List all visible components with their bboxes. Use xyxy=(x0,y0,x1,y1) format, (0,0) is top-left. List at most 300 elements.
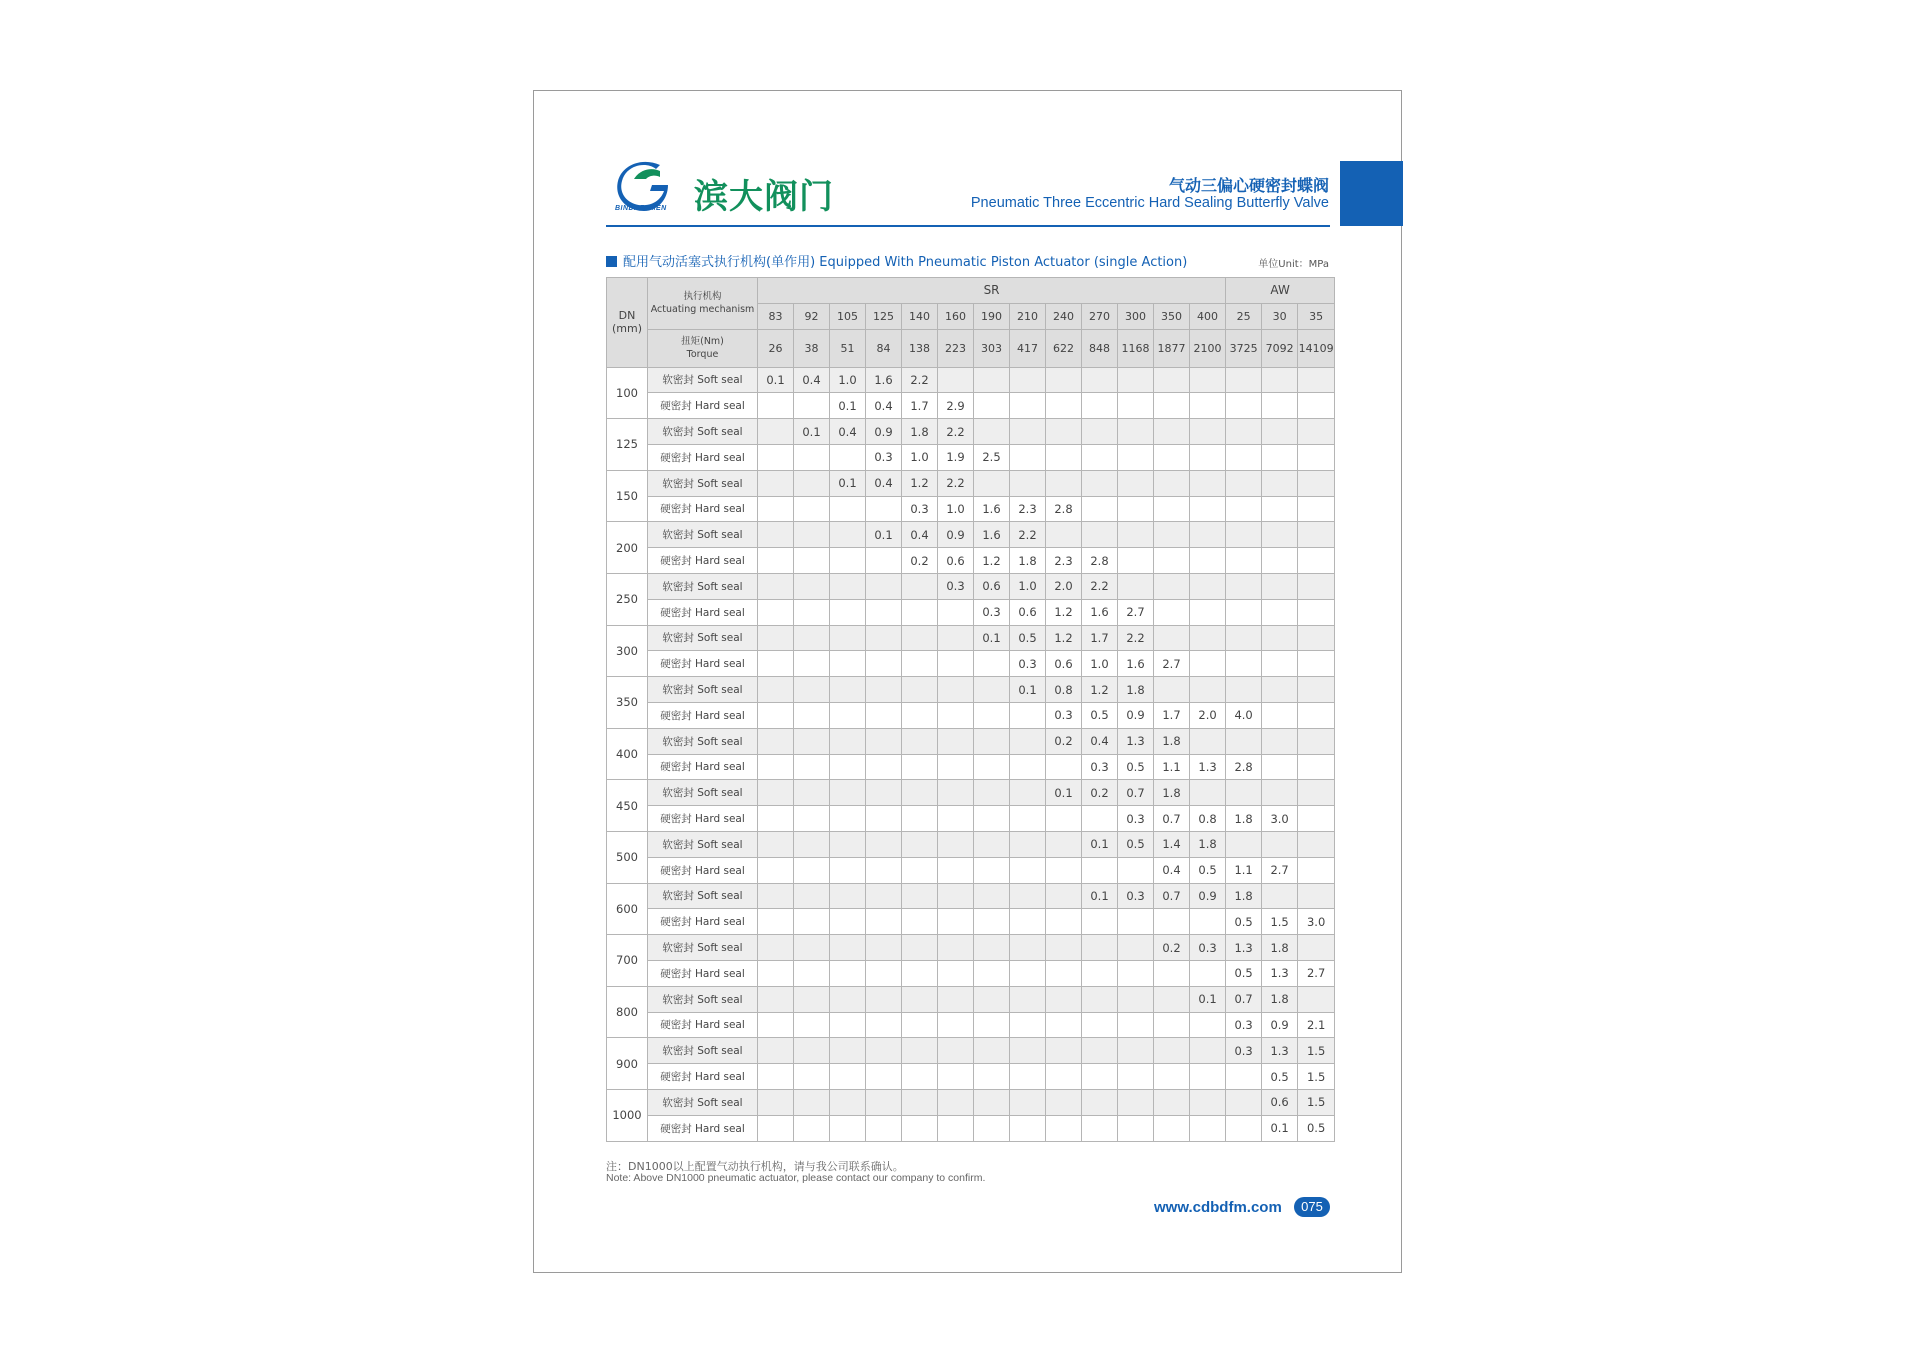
pressure-cell: 1.3 xyxy=(1118,728,1154,754)
pressure-cell: 1.4 xyxy=(1154,831,1190,857)
pressure-cell xyxy=(1046,935,1082,961)
pressure-cell xyxy=(866,599,902,625)
pressure-cell: 0.5 xyxy=(1226,960,1262,986)
hard-seal-label: 硬密封 Hard seal xyxy=(648,960,758,986)
pressure-cell xyxy=(1298,806,1335,832)
pressure-cell: 2.7 xyxy=(1154,651,1190,677)
pressure-cell xyxy=(830,1012,866,1038)
pressure-cell xyxy=(866,1038,902,1064)
table-row xyxy=(607,548,1335,574)
pressure-cell xyxy=(974,367,1010,393)
pressure-cell xyxy=(1298,883,1335,909)
pressure-cell xyxy=(1190,1012,1226,1038)
pressure-cell xyxy=(974,393,1010,419)
model-cell: 210 xyxy=(1010,303,1046,329)
pressure-cell xyxy=(794,677,830,703)
pressure-cell xyxy=(1226,1089,1262,1115)
dn-cell: 100 xyxy=(607,367,648,419)
pressure-cell xyxy=(830,677,866,703)
pressure-cell xyxy=(902,1012,938,1038)
pressure-cell xyxy=(1046,831,1082,857)
hard-seal-label: 硬密封 Hard seal xyxy=(648,393,758,419)
pressure-cell xyxy=(794,522,830,548)
torque-row xyxy=(607,329,1335,367)
pressure-cell xyxy=(1154,496,1190,522)
pressure-cell xyxy=(758,677,794,703)
pressure-cell xyxy=(794,599,830,625)
pressure-cell xyxy=(1010,780,1046,806)
pressure-cell xyxy=(866,728,902,754)
model-cell: 270 xyxy=(1082,303,1118,329)
pressure-cell: 0.1 xyxy=(974,625,1010,651)
pressure-cell xyxy=(1298,625,1335,651)
pressure-cell xyxy=(1190,496,1226,522)
pressure-cell xyxy=(830,883,866,909)
pressure-cell: 1.6 xyxy=(974,496,1010,522)
pressure-cell xyxy=(938,754,974,780)
torque-cell: 622 xyxy=(1046,329,1082,367)
pressure-cell xyxy=(938,599,974,625)
torque-cell: 417 xyxy=(1010,329,1046,367)
pressure-cell: 1.7 xyxy=(902,393,938,419)
pressure-cell xyxy=(758,393,794,419)
pressure-cell xyxy=(1082,367,1118,393)
pressure-cell xyxy=(1262,625,1298,651)
pressure-cell xyxy=(866,677,902,703)
catalog-page xyxy=(533,90,1402,1273)
pressure-cell xyxy=(938,625,974,651)
pressure-cell xyxy=(1118,909,1154,935)
pressure-cell xyxy=(1046,960,1082,986)
torque-cell: 3725 xyxy=(1226,329,1262,367)
pressure-cell xyxy=(830,444,866,470)
pressure-cell xyxy=(1262,393,1298,419)
pressure-cell xyxy=(938,831,974,857)
model-cell: 105 xyxy=(830,303,866,329)
table-row xyxy=(607,496,1335,522)
model-cell: 35 xyxy=(1298,303,1335,329)
pressure-cell xyxy=(1190,1064,1226,1090)
pressure-cell xyxy=(1298,702,1335,728)
pressure-cell xyxy=(866,909,902,935)
pressure-cell xyxy=(1154,1012,1190,1038)
pressure-cell xyxy=(1118,960,1154,986)
pressure-cell: 4.0 xyxy=(1226,702,1262,728)
pressure-cell xyxy=(938,806,974,832)
pressure-cell: 3.0 xyxy=(1262,806,1298,832)
pressure-cell xyxy=(794,393,830,419)
pressure-cell: 0.5 xyxy=(1010,625,1046,651)
dn-header xyxy=(607,278,648,368)
pressure-cell xyxy=(1154,599,1190,625)
pressure-cell xyxy=(938,728,974,754)
pressure-cell xyxy=(902,1115,938,1141)
pressure-cell xyxy=(1262,651,1298,677)
pressure-cell xyxy=(830,806,866,832)
torque-cell: 84 xyxy=(866,329,902,367)
table-row xyxy=(607,677,1335,703)
pressure-cell xyxy=(758,831,794,857)
pressure-cell xyxy=(1154,1038,1190,1064)
pressure-cell xyxy=(794,1012,830,1038)
pressure-cell xyxy=(794,909,830,935)
pressure-cell xyxy=(1010,702,1046,728)
pressure-cell xyxy=(1226,548,1262,574)
pressure-cell: 0.3 xyxy=(1118,883,1154,909)
pressure-cell xyxy=(1226,677,1262,703)
pressure-cell xyxy=(1010,986,1046,1012)
pressure-cell xyxy=(758,1038,794,1064)
pressure-cell: 0.2 xyxy=(1082,780,1118,806)
pressure-cell xyxy=(938,960,974,986)
pressure-cell: 0.1 xyxy=(1190,986,1226,1012)
pressure-cell: 2.8 xyxy=(1226,754,1262,780)
pressure-cell xyxy=(1010,857,1046,883)
pressure-cell: 2.0 xyxy=(1046,573,1082,599)
pressure-cell: 1.8 xyxy=(1154,780,1190,806)
soft-seal-label: 软密封 Soft seal xyxy=(648,573,758,599)
dn-cell: 800 xyxy=(607,986,648,1038)
hard-seal-label: 硬密封 Hard seal xyxy=(648,857,758,883)
model-cell: 240 xyxy=(1046,303,1082,329)
pressure-cell xyxy=(938,780,974,806)
pressure-cell xyxy=(1046,1012,1082,1038)
pressure-cell xyxy=(938,1038,974,1064)
pressure-cell xyxy=(794,780,830,806)
pressure-cell xyxy=(902,1064,938,1090)
dn-cell: 300 xyxy=(607,625,648,677)
pressure-cell: 1.3 xyxy=(1262,1038,1298,1064)
pressure-cell xyxy=(1118,419,1154,445)
pressure-cell xyxy=(1118,1012,1154,1038)
pressure-cell: 0.1 xyxy=(1262,1115,1298,1141)
pressure-cell xyxy=(1118,1115,1154,1141)
pressure-cell: 2.7 xyxy=(1118,599,1154,625)
pressure-cell xyxy=(1010,1089,1046,1115)
pressure-cell xyxy=(1190,960,1226,986)
pressure-cell: 0.5 xyxy=(1118,831,1154,857)
pressure-cell: 0.3 xyxy=(974,599,1010,625)
pressure-cell xyxy=(902,1038,938,1064)
pressure-cell: 2.2 xyxy=(938,419,974,445)
model-cell: 30 xyxy=(1262,303,1298,329)
pressure-cell xyxy=(866,702,902,728)
model-cell: 25 xyxy=(1226,303,1262,329)
pressure-cell xyxy=(938,651,974,677)
pressure-cell xyxy=(1010,1064,1046,1090)
pressure-cell xyxy=(830,909,866,935)
pressure-cell xyxy=(758,444,794,470)
dn-unit: (mm) xyxy=(611,322,642,336)
pressure-cell: 1.2 xyxy=(902,470,938,496)
pressure-cell xyxy=(866,573,902,599)
table-row xyxy=(607,573,1335,599)
table-row xyxy=(607,1115,1335,1141)
pressure-cell xyxy=(794,470,830,496)
table-row xyxy=(607,754,1335,780)
pressure-cell xyxy=(1010,367,1046,393)
dn-cell: 150 xyxy=(607,470,648,522)
pressure-cell xyxy=(974,702,1010,728)
hard-seal-label: 硬密封 Hard seal xyxy=(648,599,758,625)
pressure-cell xyxy=(1262,677,1298,703)
pressure-cell xyxy=(1190,599,1226,625)
pressure-cell xyxy=(974,1038,1010,1064)
pressure-cell: 2.3 xyxy=(1010,496,1046,522)
pressure-cell: 1.9 xyxy=(938,444,974,470)
pressure-cell xyxy=(758,780,794,806)
pressure-cell xyxy=(1118,1064,1154,1090)
pressure-cell xyxy=(1226,780,1262,806)
pressure-cell xyxy=(830,1115,866,1141)
pressure-cell xyxy=(1298,728,1335,754)
model-cell: 300 xyxy=(1118,303,1154,329)
pressure-cell xyxy=(794,1089,830,1115)
pressure-cell xyxy=(1118,986,1154,1012)
pressure-cell xyxy=(1226,625,1262,651)
torque-cell: 848 xyxy=(1082,329,1118,367)
pressure-cell xyxy=(758,651,794,677)
table-row xyxy=(607,367,1335,393)
pressure-cell xyxy=(938,1089,974,1115)
pressure-cell: 2.2 xyxy=(938,470,974,496)
pressure-cell xyxy=(974,960,1010,986)
dn-cell: 350 xyxy=(607,677,648,729)
table-row xyxy=(607,651,1335,677)
pressure-cell xyxy=(794,444,830,470)
dn-cell: 1000 xyxy=(607,1089,648,1141)
hard-seal-label: 硬密封 Hard seal xyxy=(648,754,758,780)
pressure-cell: 0.5 xyxy=(1226,909,1262,935)
pressure-cell xyxy=(1262,702,1298,728)
pressure-cell xyxy=(1298,393,1335,419)
pressure-cell xyxy=(794,986,830,1012)
pressure-cell xyxy=(830,1089,866,1115)
footnote-cn: 注：DN1000以上配置气动执行机构，请与我公司联系确认。 xyxy=(606,1160,904,1173)
pressure-cell xyxy=(1298,367,1335,393)
pressure-cell xyxy=(938,883,974,909)
pressure-cell xyxy=(938,677,974,703)
pressure-cell xyxy=(1226,470,1262,496)
torque-cell: 26 xyxy=(758,329,794,367)
pressure-cell: 0.5 xyxy=(1262,1064,1298,1090)
pressure-cell: 0.3 xyxy=(1226,1038,1262,1064)
pressure-cell xyxy=(902,573,938,599)
pressure-cell: 0.2 xyxy=(1046,728,1082,754)
pressure-cell xyxy=(1262,883,1298,909)
pressure-cell xyxy=(1190,548,1226,574)
pressure-cell xyxy=(1226,728,1262,754)
pressure-cell xyxy=(758,1012,794,1038)
pressure-cell: 2.7 xyxy=(1298,960,1335,986)
pressure-cell xyxy=(902,754,938,780)
pressure-cell xyxy=(902,909,938,935)
group-sr-header: SR xyxy=(758,278,1226,304)
pressure-cell: 0.1 xyxy=(1046,780,1082,806)
pressure-cell xyxy=(1154,419,1190,445)
pressure-cell: 0.4 xyxy=(830,419,866,445)
pressure-cell: 0.5 xyxy=(1190,857,1226,883)
pressure-cell xyxy=(1046,1064,1082,1090)
table-row xyxy=(607,1064,1335,1090)
pressure-cell xyxy=(1118,548,1154,574)
pressure-cell xyxy=(1190,444,1226,470)
pressure-cell xyxy=(1262,573,1298,599)
group-aw-header: AW xyxy=(1226,278,1335,304)
pressure-cell xyxy=(1082,393,1118,419)
pressure-cell: 2.8 xyxy=(1082,548,1118,574)
table-row xyxy=(607,1089,1335,1115)
table-row xyxy=(607,702,1335,728)
pressure-cell xyxy=(1082,1064,1118,1090)
table-row xyxy=(607,470,1335,496)
pressure-cell xyxy=(1298,754,1335,780)
pressure-cell: 1.5 xyxy=(1262,909,1298,935)
pressure-cell xyxy=(758,935,794,961)
pressure-cell xyxy=(758,806,794,832)
soft-seal-label: 软密封 Soft seal xyxy=(648,419,758,445)
pressure-cell: 0.3 xyxy=(902,496,938,522)
pressure-cell xyxy=(1154,986,1190,1012)
pressure-cell xyxy=(974,677,1010,703)
pressure-cell xyxy=(866,831,902,857)
pressure-cell xyxy=(974,806,1010,832)
pressure-cell: 1.3 xyxy=(1226,935,1262,961)
product-title-en: Pneumatic Three Eccentric Hard Sealing Butterfly Valve xyxy=(970,195,1329,211)
website-link[interactable]: www.cdbdfm.com xyxy=(1154,1199,1282,1216)
pressure-cell: 0.9 xyxy=(1118,702,1154,728)
pressure-cell: 1.5 xyxy=(1298,1089,1335,1115)
brand-name-en: BINDAFAMEN xyxy=(615,205,667,212)
pressure-cell: 0.9 xyxy=(938,522,974,548)
dn-cell: 400 xyxy=(607,728,648,780)
torque-label-en: Torque xyxy=(686,349,719,361)
pressure-cell xyxy=(1262,444,1298,470)
pressure-cell xyxy=(1154,522,1190,548)
pressure-cell xyxy=(758,419,794,445)
pressure-cell: 0.3 xyxy=(1010,651,1046,677)
pressure-cell xyxy=(1154,548,1190,574)
pressure-cell: 0.4 xyxy=(866,470,902,496)
pressure-cell xyxy=(1154,393,1190,419)
pressure-cell: 0.7 xyxy=(1226,986,1262,1012)
pressure-cell xyxy=(1046,806,1082,832)
pressure-cell: 0.6 xyxy=(974,573,1010,599)
soft-seal-label: 软密封 Soft seal xyxy=(648,1038,758,1064)
table-row xyxy=(607,935,1335,961)
pressure-cell xyxy=(1046,1038,1082,1064)
pressure-cell xyxy=(830,986,866,1012)
pressure-cell xyxy=(1082,960,1118,986)
pressure-cell xyxy=(1010,470,1046,496)
pressure-cell: 0.4 xyxy=(1154,857,1190,883)
pressure-cell xyxy=(1226,367,1262,393)
pressure-cell xyxy=(1190,1115,1226,1141)
pressure-cell xyxy=(1226,599,1262,625)
pressure-cell xyxy=(1046,1115,1082,1141)
pressure-cell xyxy=(1082,806,1118,832)
pressure-cell xyxy=(1298,651,1335,677)
pressure-cell xyxy=(938,1012,974,1038)
pressure-cell xyxy=(830,522,866,548)
pressure-cell: 1.3 xyxy=(1190,754,1226,780)
pressure-cell xyxy=(902,677,938,703)
pressure-cell xyxy=(866,857,902,883)
pressure-cell: 2.7 xyxy=(1262,857,1298,883)
table-row xyxy=(607,419,1335,445)
pressure-cell xyxy=(938,857,974,883)
pressure-cell: 0.4 xyxy=(1082,728,1118,754)
pressure-cell xyxy=(1262,780,1298,806)
pressure-cell xyxy=(1298,857,1335,883)
pressure-cell xyxy=(758,599,794,625)
pressure-cell: 0.5 xyxy=(1118,754,1154,780)
pressure-cell xyxy=(1010,935,1046,961)
pressure-cell xyxy=(1298,548,1335,574)
dn-cell: 250 xyxy=(607,573,648,625)
pressure-cell xyxy=(1118,496,1154,522)
pressure-cell xyxy=(1046,393,1082,419)
pressure-cell xyxy=(1190,470,1226,496)
pressure-cell xyxy=(758,496,794,522)
pressure-cell xyxy=(794,573,830,599)
pressure-cell xyxy=(758,857,794,883)
pressure-cell xyxy=(1046,883,1082,909)
table-row xyxy=(607,444,1335,470)
pressure-cell xyxy=(1010,806,1046,832)
pressure-cell xyxy=(1082,909,1118,935)
pressure-cell: 0.3 xyxy=(938,573,974,599)
pressure-cell xyxy=(866,806,902,832)
pressure-cell xyxy=(1190,522,1226,548)
pressure-cell xyxy=(1154,625,1190,651)
pressure-cell: 1.8 xyxy=(1154,728,1190,754)
pressure-cell: 1.0 xyxy=(1082,651,1118,677)
pressure-cell xyxy=(866,496,902,522)
pressure-cell xyxy=(1190,367,1226,393)
pressure-cell xyxy=(1154,909,1190,935)
pressure-cell xyxy=(758,1064,794,1090)
pressure-cell: 1.2 xyxy=(1046,599,1082,625)
torque-cell: 223 xyxy=(938,329,974,367)
torque-cell: 38 xyxy=(794,329,830,367)
pressure-cell xyxy=(1226,573,1262,599)
pressure-cell: 1.8 xyxy=(1262,986,1298,1012)
pressure-cell xyxy=(758,548,794,574)
table-row xyxy=(607,1038,1335,1064)
pressure-cell xyxy=(794,1038,830,1064)
pressure-cell: 0.9 xyxy=(1190,883,1226,909)
pressure-cell xyxy=(1190,419,1226,445)
table-row xyxy=(607,960,1335,986)
pressure-cell xyxy=(1046,754,1082,780)
hard-seal-label: 硬密封 Hard seal xyxy=(648,496,758,522)
pressure-cell xyxy=(794,1115,830,1141)
pressure-cell xyxy=(974,831,1010,857)
pressure-cell: 2.1 xyxy=(1298,1012,1335,1038)
pressure-cell xyxy=(866,1064,902,1090)
pressure-cell xyxy=(938,367,974,393)
pressure-cell xyxy=(1082,1115,1118,1141)
pressure-cell xyxy=(794,960,830,986)
pressure-cell xyxy=(938,1115,974,1141)
pressure-cell xyxy=(902,1089,938,1115)
pressure-cell xyxy=(1154,470,1190,496)
pressure-cell xyxy=(1046,419,1082,445)
soft-seal-label: 软密封 Soft seal xyxy=(648,367,758,393)
torque-cell: 7092 xyxy=(1262,329,1298,367)
section-square-icon xyxy=(606,256,617,267)
